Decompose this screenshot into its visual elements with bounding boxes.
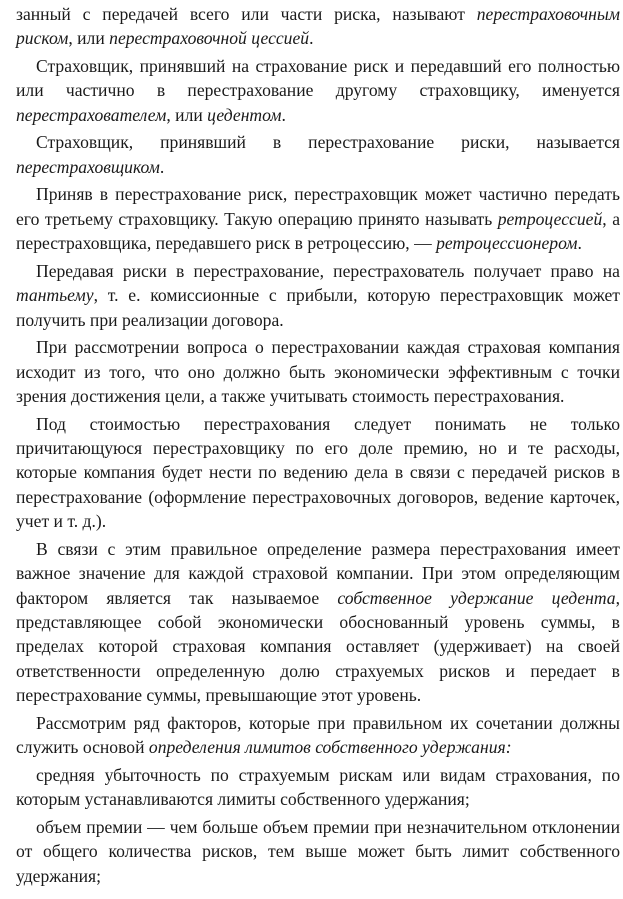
italic-term-retrocessionaire: ретроцессионером — [436, 233, 578, 254]
italic-term-retention-limits: определения лимитов собственного удержания: — [148, 737, 512, 758]
italic-term-reinsured: перестрахователем — [16, 104, 167, 125]
text-segment: средняя убыточность по страхуемым рискам или видам страхования, по которым устанавливаются лимиты собственного удержания; — [16, 764, 620, 810]
text-segment: . — [159, 156, 165, 177]
paragraph-reinsurer — [16, 130, 620, 179]
text-segment: При рассмотрении вопроса о перестраховании каждая страховая компания исходит из того, что оно должно быть экономически эффективным с точки зрения достижения цели, а также учитывать стоимость перестрахования. — [16, 337, 620, 407]
text-segment: , представляющее собой экономически обоснованный уровень суммы, в пределах которой страховая компания оставляет (удерживает) на своей ответственности определенную долю страхуемых рисков и передает в перестрахование суммы, превышающие этот уровень. — [16, 587, 620, 706]
text-segment: , а перестраховщика, передавшего риск в ретроцессию, — — [16, 208, 620, 254]
paragraph-loss-ratio — [16, 763, 620, 812]
paragraph-premium-volume — [16, 815, 620, 888]
text-segment: , т. е. комиссионные с прибыли, которую перестраховщик может получить при реализации договора. — [16, 285, 620, 330]
text-segment: В связи с этим правильное определение размера перестрахования имеет важное значение для каждой страховой компании. При этом определяющим фактором является так называемое — [16, 538, 620, 608]
italic-term-reinsurer: перестраховщиком — [16, 156, 160, 177]
paragraph-cost — [16, 412, 620, 534]
text-segment: Рассмотрим ряд факторов, которые при правильном их сочетании должны служить основой — [16, 712, 620, 758]
italic-term-cedent-retention: собственное удержание цедента — [337, 587, 616, 608]
text-segment: , или — [166, 104, 208, 125]
italic-term-tantieme: тантьему — [16, 285, 94, 306]
paragraph-retention — [16, 537, 620, 708]
paragraph-efficiency — [16, 335, 620, 408]
text-segment: Передавая риски в перестрахование, перестрахователь получает право на — [36, 260, 620, 281]
italic-term-retrocession: ретроцессией — [497, 208, 603, 229]
paragraph-retrocession — [16, 182, 620, 255]
text-segment: . — [281, 104, 286, 125]
text-segment: , или — [68, 28, 110, 49]
italic-term-reinsurance-cession: перестраховочной цессией — [109, 28, 310, 49]
italic-term-reinsurance-risk: перестраховочным риском — [16, 4, 620, 49]
italic-term-cedent: цедентом — [207, 104, 282, 125]
text-segment: Приняв в перестрахование риск, перестраховщик может частично передать его третьему страховщику. Такую операцию принято называть — [16, 184, 620, 229]
text-segment: занный с передачей всего или части риска, называют — [16, 4, 477, 24]
text-segment: объем премии — чем больше объем премии при незначительном отклонении от общего количества рисков, тем выше может быть лимит собственного удержания; — [16, 816, 620, 886]
text-segment: Страховщик, принявший на страхование риск и передавший его полностью или частично в перестрахование другому страховщику, именуется — [16, 56, 620, 101]
paragraph-continuation — [16, 2, 620, 51]
text-segment: Под стоимостью перестрахования следует понимать не только причитающуюся перестраховщику по его доле премию, но и те расходы, которые компания будет нести по ведению дела в связи с передачей рисков в перестрахование (оформление перестраховочных договоров, ведение карточек, учет и т. д.). — [16, 413, 620, 532]
paragraph-reinsured — [16, 54, 620, 127]
paragraph-factors — [16, 711, 620, 760]
text-segment: Страховщик, принявший в перестрахование риски, называется — [36, 132, 620, 153]
text-segment: . — [577, 233, 582, 254]
text-segment: . — [309, 28, 314, 49]
paragraph-tantieme — [16, 259, 620, 332]
